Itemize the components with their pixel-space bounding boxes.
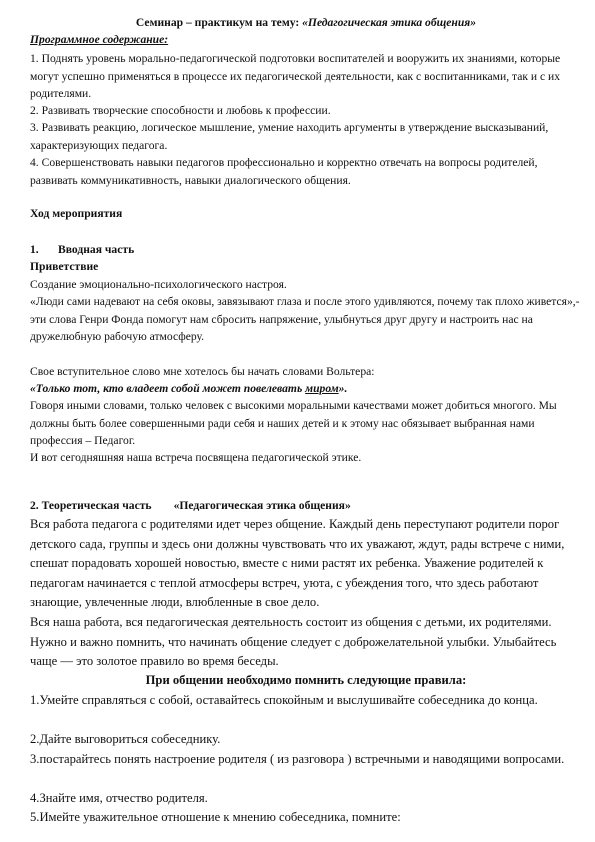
part1-heading: [30, 241, 582, 259]
fonda-quote-paragraph: «Люди сами надевают на себя оковы, завязывают глаза и после этого удивляются, почему так плохо живется»,- эти слова Генри Фонда помогут нам сбросить напряжение, улыбнуться друг другу и настроить нас на дружелюбную рабочую атмосферу.: [30, 295, 580, 344]
part2-paragraph-1: Вся работа педагога с родителями идет через общение. Каждый день переступают родители порог детского сада, группы и здесь они должны чувствовать что их уважают, ждут, рады встрече с ними, спешат порадовать хорошей новостью, вместе с ними растят их ребенка. Уважение родителей к педагогам начинается с теплой атмосферы встреч, уюта, с убеждения того, что здесь работают знающие, увлеченные люди, влюбленные в свое дело.: [30, 517, 565, 610]
rule-item-2: 2.Дайте выговориться собеседнику.: [30, 732, 221, 746]
program-item-3: 3. Развивать реакцию, логическое мышление, умение находить аргументы в утверждение высказываний, характеризующих педагога.: [30, 121, 549, 152]
other-words-paragraph: Говоря иными словами, только человек с высокими моральными качествами может добиться многого. Мы должны быть более совершенными ради себя и наших детей и к этому нас обязывает выбранная нами профессия – Педагог.: [30, 399, 557, 448]
title-text: Семинар – практикум на тему:: [135, 16, 303, 29]
greeting-heading: Приветствие: [30, 260, 99, 273]
part2-paragraph-2: Вся наша работа, вся педагогическая деятельность состоит из общения с детьми, их родителями. Нужно и важно помнить, что начинать общение следует с доброжелательной улыбки. Улыбайтесь чаще — это золотое правило во время беседы.: [30, 615, 557, 669]
program-item-1: 1. Поднять уровень морально-педагогической подготовки воспитателей и вооружить их знаниями, которые могут успешно применяться в процессе их педагогической деятельности, как с воспитанниками, так и с их родителями.: [30, 52, 561, 101]
voltaire-quote-text: «Только тот, кто владеет собой может повелевать: [30, 382, 306, 395]
voltaire-quote-end: ».: [338, 382, 348, 395]
program-heading: Программное содержание:: [30, 33, 169, 46]
part2-heading: [30, 497, 582, 515]
voltaire-quote-underlined: миром: [305, 382, 339, 395]
document-title: [30, 14, 582, 31]
program-item-4: 4. Совершенствовать навыки педагогов профессионально и корректно отвечать на вопросы родителей, развивать коммуникативность, навыки диалогического общения.: [30, 156, 538, 187]
voltaire-intro: Свое вступительное слово мне хотелось бы начать словами Вольтера:: [30, 365, 375, 378]
part1-number: 1.: [30, 243, 39, 256]
title-topic: «Педагогическая этика общения»: [302, 16, 477, 29]
voltaire-quote: [30, 380, 582, 398]
mood-text: Создание эмоционально-психологического настроя.: [30, 278, 287, 291]
rule-item-4: 4.Знайте имя, отчество родителя.: [30, 791, 208, 805]
rule-item-5: 5.Имейте уважительное отношение к мнению собеседника, помните:: [30, 810, 401, 824]
rule-item-3: 3.постарайтесь понять настроение родителя ( из разговора ) встречными и наводящими вопросами.: [30, 752, 565, 766]
rule-item-1: 1.Умейте справляться с собой, оставайтесь спокойным и выслушивайте собеседника до конца.: [30, 693, 538, 707]
part2-subtitle: «Педагогическая этика общения»: [173, 499, 351, 512]
program-item-2: 2. Развивать творческие способности и любовь к профессии.: [30, 104, 331, 117]
meeting-paragraph: И вот сегодняшняя наша встреча посвящена педагогической этике.: [30, 451, 362, 464]
part2-title: 2. Теоретическая часть: [30, 499, 152, 512]
rules-heading: При общении необходимо помнить следующие правила:: [145, 673, 467, 687]
course-heading: Ход мероприятия: [30, 207, 123, 220]
part1-title: Вводная часть: [58, 243, 135, 256]
